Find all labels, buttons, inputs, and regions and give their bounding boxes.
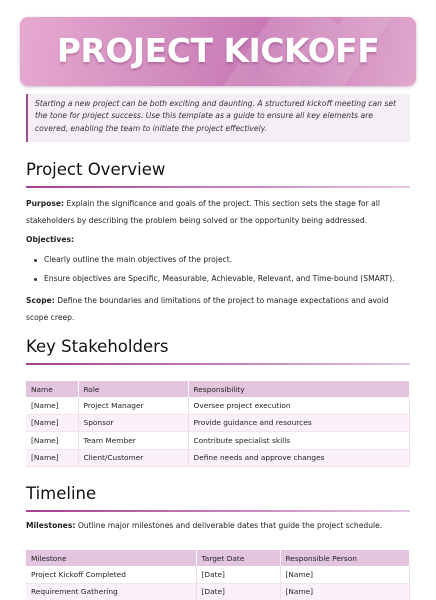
bullet-icon (34, 278, 37, 281)
timeline-divider (26, 510, 410, 512)
timeline-heading: Timeline (26, 484, 97, 503)
scope-text: Define the boundaries and limitations of the project to manage expectations and avoid scope creep. (26, 296, 389, 322)
table-cell: Project Kickoff Completed (26, 566, 196, 583)
table-cell: Requirement Gathering (26, 583, 196, 600)
page-title: PROJECT KICKOFF (56, 31, 380, 70)
table-cell: Project Manager (78, 397, 188, 414)
overview-heading: Project Overview (26, 160, 166, 179)
table-header-row (26, 381, 410, 397)
table-cell: Sponsor (78, 414, 188, 432)
milestones-label: Milestones: (26, 521, 76, 530)
purpose-paragraph (26, 196, 410, 229)
table-cell: Team Member (78, 432, 188, 450)
table-cell: [Name] (26, 432, 78, 450)
objective-text: Clearly outline the main objectives of the project. (44, 255, 233, 264)
column-header: Role (78, 381, 188, 397)
objectives-label: Objectives: (26, 235, 75, 244)
table-cell: [Name] (26, 397, 78, 414)
bullet-icon (34, 259, 37, 262)
table-cell: Client/Customer (78, 449, 188, 467)
table-cell: Define needs and approve changes (188, 449, 410, 467)
purpose-text: Explain the significance and goals of the project. This section sets the stage for all stakeholders by describing the problem being solved or the opportunity being addressed. (26, 199, 380, 225)
milestones-text: Outline major milestones and deliverable dates that guide the project schedule. (75, 521, 383, 530)
purpose-label: Purpose: (26, 199, 65, 208)
table-row (26, 583, 410, 600)
table-row (26, 397, 410, 414)
stakeholders-heading: Key Stakeholders (26, 337, 169, 356)
column-header: Responsibility (188, 381, 410, 397)
table-row (26, 449, 410, 467)
table-cell: [Name] (280, 566, 410, 583)
table-cell: [Date] (196, 583, 280, 600)
list-item (34, 255, 232, 264)
table-row (26, 566, 410, 583)
list-item (34, 274, 395, 283)
timeline-table (26, 550, 410, 600)
table-cell: [Name] (26, 414, 78, 432)
stakeholders-table (26, 381, 410, 467)
objectives-label-paragraph (26, 232, 410, 249)
stakeholders-divider (26, 363, 410, 365)
title-banner (20, 17, 416, 86)
scope-paragraph (26, 293, 410, 326)
table-cell: [Date] (196, 566, 280, 583)
table-cell: Contribute specialist skills (188, 432, 410, 450)
table-row (26, 432, 410, 450)
column-header: Target Date (196, 550, 280, 566)
column-header: Name (26, 381, 78, 397)
column-header: Responsible Person (280, 550, 410, 566)
objective-text: Ensure objectives are Specific, Measurable, Achievable, Relevant, and Time-bound (SMART). (44, 274, 395, 283)
overview-divider (26, 186, 410, 188)
intro-callout: Starting a new project can be both exciting and daunting. A structured kickoff meeting can set the tone for project success. Use this template as a guide to ensure all key elements are covered, enabling the team to initiate the project effectively. (26, 94, 410, 142)
table-cell: [Name] (26, 449, 78, 467)
table-cell: Provide guidance and resources (188, 414, 410, 432)
table-header-row (26, 550, 410, 566)
scope-label: Scope: (26, 296, 55, 305)
table-cell: [Name] (280, 583, 410, 600)
milestones-paragraph (26, 518, 410, 535)
table-row (26, 414, 410, 432)
table-cell: Oversee project execution (188, 397, 410, 414)
column-header: Milestone (26, 550, 196, 566)
